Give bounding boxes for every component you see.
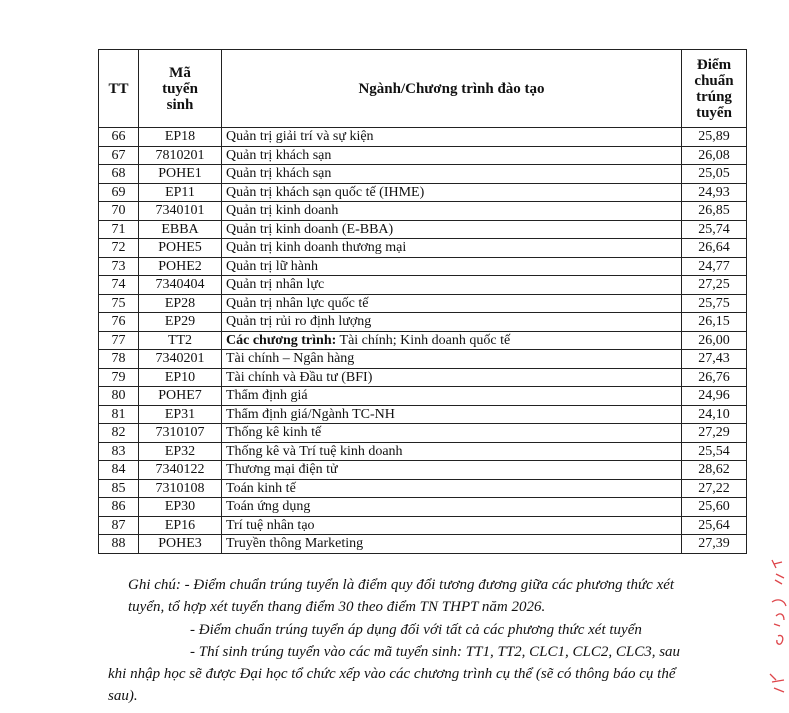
row-tt: 77 [99,331,139,350]
row-score: 26,15 [682,313,747,332]
header-tt: TT [99,50,139,128]
table-header-row [99,50,747,128]
row-tt: 88 [99,535,139,554]
row-code: POHE1 [139,165,222,184]
row-code: 7310107 [139,424,222,443]
row-score: 26,08 [682,146,747,165]
row-code: EP28 [139,294,222,313]
row-program-text: Quản trị kinh doanh [226,203,339,218]
table-row [99,220,747,239]
row-tt: 74 [99,276,139,295]
table-row [99,387,747,406]
row-code: EP11 [139,183,222,202]
row-score: 25,54 [682,442,747,461]
red-stamp-edge [762,554,789,699]
row-program-name [222,294,682,313]
table-row [99,276,747,295]
row-program-name [222,350,682,369]
note-line-2: - Điểm chuẩn trúng tuyển áp dụng đối với tất cả các phương thức xét tuyển [190,621,642,638]
row-score: 24,10 [682,405,747,424]
row-score: 27,29 [682,424,747,443]
table-row [99,183,747,202]
row-score: 27,39 [682,535,747,554]
row-score: 24,96 [682,387,747,406]
row-tt: 69 [99,183,139,202]
row-tt: 72 [99,239,139,258]
row-tt: 84 [99,461,139,480]
row-program-text: Quản trị khách sạn [226,147,332,163]
row-program-text: Truyền thông Marketing [226,536,364,551]
row-program-name [222,331,682,350]
row-program-name [222,146,682,165]
note-line-1b: tuyển, tổ hợp xét tuyển thang điểm 30 theo điểm TN THPT năm 2026. [128,599,546,616]
row-tt: 73 [99,257,139,276]
row-program-text: Thẩm định giá [226,388,308,403]
row-program-text: Quản trị kinh doanh (E-BBA) [226,221,394,237]
row-tt: 82 [99,424,139,443]
stamp-icon [762,554,789,699]
row-code: POHE3 [139,535,222,554]
row-program-text: Quản trị giải trí và sự kiện [226,129,374,144]
table-row [99,146,747,165]
row-code: TT2 [139,331,222,350]
row-tt: 70 [99,202,139,221]
header-program: Ngành/Chương trình đào tạo [222,50,682,128]
row-program-text: Toán ứng dụng [226,499,311,514]
table-row [99,424,747,443]
row-program-text: Quản trị kinh doanh thương mại [226,240,407,255]
row-program-name [222,257,682,276]
header-score-text: Điểm chuẩn trúng tuyển [694,56,734,121]
admission-score-table [98,49,747,554]
row-score: 27,25 [682,276,747,295]
row-code: EP18 [139,128,222,147]
note-line-1a: Ghi chú: - Điểm chuẩn trúng tuyển là điểm quy đổi tương đương giữa các phương thức xét [128,577,675,593]
row-code: 7340201 [139,350,222,369]
row-program-text: Toán kinh tế [226,480,296,496]
row-program-name [222,202,682,221]
row-code: POHE5 [139,239,222,258]
row-code: 7810201 [139,146,222,165]
table-row [99,516,747,535]
row-program-name [222,183,682,202]
row-score: 25,74 [682,220,747,239]
row-program-text: Trí tuệ nhân tạo [226,517,315,533]
row-program-name [222,239,682,258]
row-code: 7340404 [139,276,222,295]
table-body [99,128,747,554]
row-program-name [222,128,682,147]
row-tt: 86 [99,498,139,517]
row-program-text: Tài chính và Đầu tư (BFI) [226,369,373,385]
row-program-name [222,220,682,239]
table-row [99,239,747,258]
row-program-text: Thống kê kinh tế [226,425,322,440]
header-code-text: Mã tuyển sinh [162,64,198,113]
row-program-name [222,461,682,480]
row-tt: 80 [99,387,139,406]
row-code: EP16 [139,516,222,535]
row-program-prefix: Các chương trình: [226,332,337,348]
row-program-text: Quản trị khách sạn [226,166,332,181]
row-code: 7310108 [139,479,222,498]
note-line-3c: sau). [108,688,138,705]
row-tt: 67 [99,146,139,165]
note-line-3b: khi nhập học sẽ được Đại học tổ chức xếp vào các chương trình cụ thể (sẽ có thông báo cụ thể [108,666,676,683]
row-program-name [222,165,682,184]
row-score: 26,64 [682,239,747,258]
row-tt: 71 [99,220,139,239]
row-code: POHE7 [139,387,222,406]
row-code: EP31 [139,405,222,424]
row-program-text: Quản trị nhân lực quốc tế [226,295,369,311]
row-code: EP30 [139,498,222,517]
table-row [99,442,747,461]
header-score [682,50,747,128]
table-row [99,535,747,554]
table-row [99,202,747,221]
row-score: 26,00 [682,331,747,350]
row-score: 27,22 [682,479,747,498]
row-program-text: Tài chính – Ngân hàng [226,351,355,366]
row-score: 24,93 [682,183,747,202]
row-program-name [222,368,682,387]
row-score: 27,43 [682,350,747,369]
row-tt: 79 [99,368,139,387]
row-code: 7340122 [139,461,222,480]
row-program-text: Quản trị nhân lực [226,277,325,292]
row-score: 25,64 [682,516,747,535]
row-score: 25,75 [682,294,747,313]
header-code [139,50,222,128]
table-row [99,128,747,147]
row-tt: 83 [99,442,139,461]
row-program-text: Quản trị khách sạn quốc tế (IHME) [226,184,425,200]
row-score: 25,89 [682,128,747,147]
row-program-text: Tài chính; Kinh doanh quốc tế [336,332,511,348]
table-row [99,368,747,387]
row-tt: 68 [99,165,139,184]
row-code: EP29 [139,313,222,332]
note-line-3a: - Thí sinh trúng tuyển vào các mã tuyển sinh: TT1, TT2, CLC1, CLC2, CLC3, sau [190,643,681,660]
row-code: 7340101 [139,202,222,221]
row-tt: 78 [99,350,139,369]
row-tt: 76 [99,313,139,332]
table-row [99,479,747,498]
row-program-name [222,442,682,461]
row-code: EP32 [139,442,222,461]
row-code: EBBA [139,220,222,239]
notes-block [108,574,742,708]
row-program-name [222,498,682,517]
row-program-name [222,387,682,406]
row-program-text: Thống kê và Trí tuệ kinh doanh [226,443,403,459]
row-score: 28,62 [682,461,747,480]
table-row [99,405,747,424]
table-row [99,294,747,313]
table-row [99,350,747,369]
row-tt: 75 [99,294,139,313]
row-tt: 85 [99,479,139,498]
row-score: 25,60 [682,498,747,517]
row-score: 26,85 [682,202,747,221]
row-program-name [222,424,682,443]
row-program-name [222,479,682,498]
row-score: 25,05 [682,165,747,184]
row-code: POHE2 [139,257,222,276]
table-row [99,331,747,350]
row-tt: 87 [99,516,139,535]
row-score: 26,76 [682,368,747,387]
row-program-text: Quản trị rủi ro định lượng [226,314,372,329]
row-program-name [222,405,682,424]
row-program-name [222,516,682,535]
row-program-name [222,276,682,295]
table-row [99,498,747,517]
row-tt: 81 [99,405,139,424]
row-tt: 66 [99,128,139,147]
row-program-text: Quản trị lữ hành [226,258,318,274]
table-row [99,165,747,184]
table-row [99,257,747,276]
row-program-text: Thương mại điện tử [226,462,338,477]
row-score: 24,77 [682,257,747,276]
row-program-text: Thẩm định giá/Ngành TC-NH [226,406,395,422]
row-code: EP10 [139,368,222,387]
table-row [99,461,747,480]
row-program-name [222,313,682,332]
row-program-name [222,535,682,554]
table-row [99,313,747,332]
